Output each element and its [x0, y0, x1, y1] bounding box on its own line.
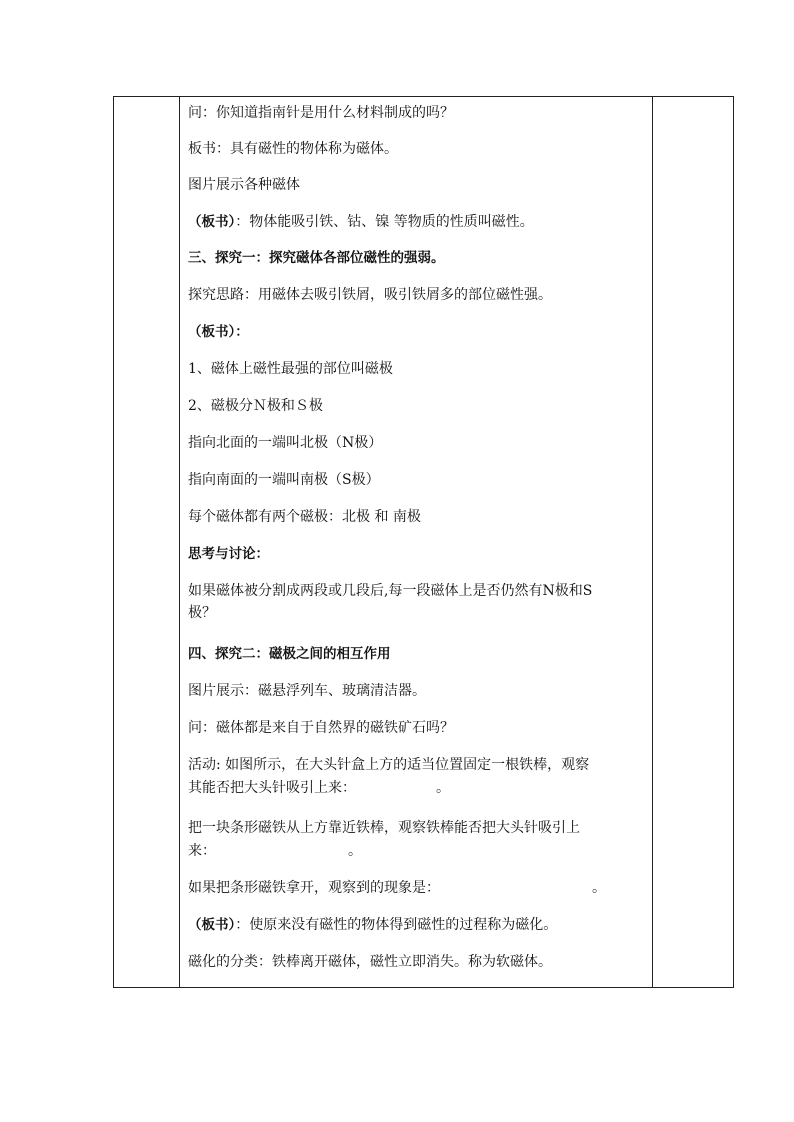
magnet-approach-line1: 把一块条形磁铁从上方靠近铁棒，观察铁棒能否把大头针吸引上: [188, 820, 580, 836]
board-note-label: （板书）: [188, 214, 236, 230]
section-inquiry-one-heading: 三、探究一：探究磁体各部位磁性的强弱。: [188, 250, 445, 266]
picture-show-magnets: 图片展示各种磁体: [188, 177, 300, 193]
remove-magnet-text: 如果把条形磁铁拿开，观察到的现象是：: [188, 880, 440, 896]
discussion-question-line1: 如果磁体被分割成两段或几段后,每一段磁体上是否仍然有N极和S: [188, 583, 593, 599]
board-note-heading: （板书）：: [188, 324, 249, 340]
remove-magnet-observation: [188, 879, 606, 897]
activity-line2: [188, 779, 450, 797]
section-inquiry-two-heading: 四、探究二：磁极之间的相互作用: [188, 646, 391, 662]
board-note-label-2: （板书）: [188, 917, 236, 933]
board-note-magnet: 板书：具有磁性的物体称为磁体。: [188, 141, 398, 157]
think-discuss-heading: 思考与讨论：: [188, 546, 269, 562]
board-note-magnetization: [188, 916, 557, 934]
discussion-question-line2: 极？: [188, 605, 216, 621]
activity-line1: 活动: 如图所示，在大头针盒上方的适当位置固定一根铁棒，观察: [188, 757, 590, 773]
magnetization-classification: 磁化的分类：铁棒离开磁体，磁性立即消失。称为软磁体。: [188, 954, 552, 970]
question-natural-magnets: 问：磁体都是来自于自然界的磁铁矿石吗？: [188, 720, 454, 736]
remove-magnet-end: 。: [592, 880, 606, 896]
point-n-s-poles: 2、磁极分Ｎ极和Ｓ极: [188, 398, 323, 414]
magnet-approach-line2-end: 。: [348, 843, 362, 859]
board-note-magnetism: [188, 213, 534, 231]
point-magnetic-pole: 1、磁体上磁性最强的部位叫磁极: [188, 361, 393, 377]
north-pole-definition: 指向北面的一端叫北极（N极）: [188, 435, 383, 451]
picture-show-applications: 图片展示：磁悬浮列车、玻璃清洁器。: [188, 683, 426, 699]
board-note-magnetization-text: ：使原来没有磁性的物体得到磁性的过程称为磁化。: [235, 917, 558, 933]
two-poles-statement: 每个磁体都有两个磁极：北极 和 南极: [188, 509, 421, 525]
column-divider-right: [652, 97, 653, 987]
column-divider-left: [179, 97, 180, 987]
inquiry-approach: 探究思路：用磁体去吸引铁屑，吸引铁屑多的部位磁性强。: [188, 287, 552, 303]
magnet-approach-line2: [188, 842, 362, 860]
board-note-text: ：物体能吸引铁、钴、镍 等物质的性质叫磁性。: [235, 214, 534, 230]
south-pole-definition: 指向南面的一端叫南极（S极）: [188, 472, 380, 488]
magnet-approach-line2-text: 来：: [188, 843, 216, 859]
activity-line2-text: 其能否把大头针吸引上来：: [188, 780, 356, 796]
activity-line2-end: 。: [436, 780, 450, 796]
question-compass: 问：你知道指南针是用什么材料制成的吗？: [188, 105, 454, 121]
